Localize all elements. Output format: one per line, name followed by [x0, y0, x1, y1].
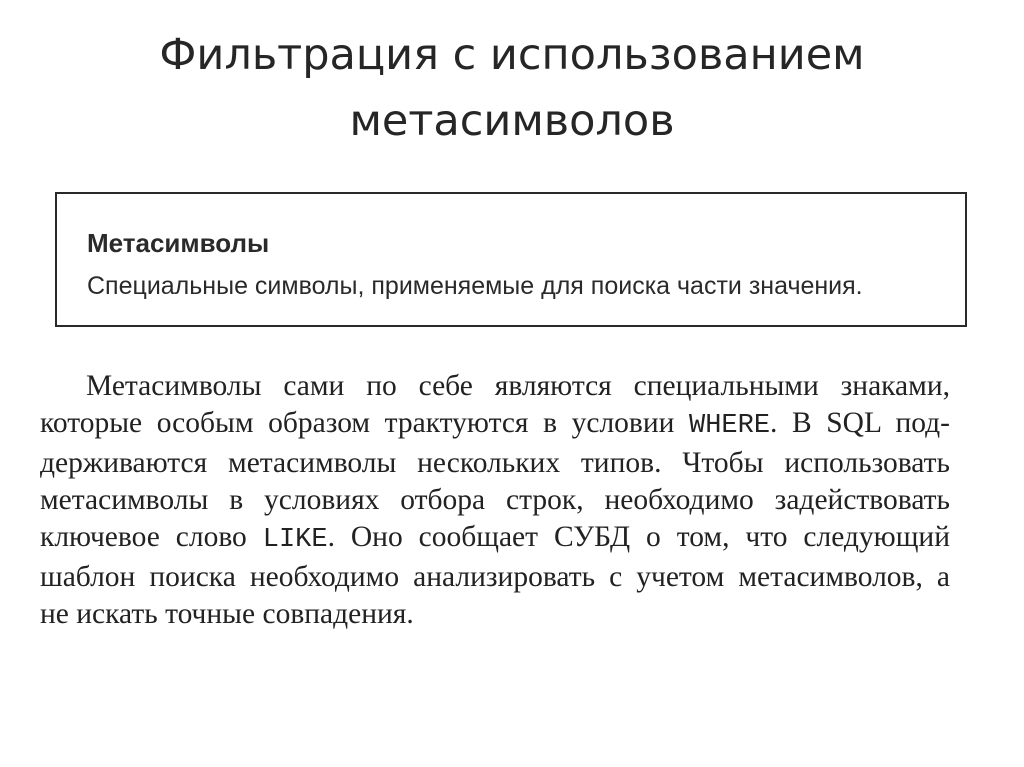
body-line-5-text-b: . Оно сообщает СУБД о том, что следующий — [327, 521, 951, 553]
body-line-6: шаблон поиска необходимо анализировать с учетом метасимволов, а — [40, 561, 950, 593]
body-line-2 — [40, 405, 950, 445]
body-line-5-text-a: ключевое слово — [40, 521, 263, 553]
code-like: LIKE — [262, 525, 328, 555]
body-line-2-text-b: . В SQL под- — [770, 407, 950, 439]
body-line-1: Метасимволы сами по себе являются специальными знаками, — [86, 370, 950, 402]
body-line-2-text-a: которые особым образом трактуются в условии — [40, 407, 690, 439]
body-line-7: не искать точные совпадения. — [40, 598, 414, 630]
slide-title-line-1: Фильтрация с использованием — [159, 30, 865, 80]
body-paragraph — [40, 368, 950, 633]
code-where: WHERE — [689, 411, 771, 441]
slide-title-line-2: метасимволов — [349, 96, 675, 146]
definition-text: Специальные символы, применяемые для поиска части значения. — [87, 272, 863, 300]
body-line-5 — [40, 519, 950, 559]
definition-term: Метасимволы — [87, 228, 270, 258]
slide-title — [0, 22, 1024, 154]
body-line-3: держиваются метасимволы нескольких типов. Чтобы использовать — [40, 447, 950, 479]
definition-box — [55, 192, 967, 327]
body-line-4: метасимволы в условиях отбора строк, необходимо задействовать — [40, 484, 950, 516]
